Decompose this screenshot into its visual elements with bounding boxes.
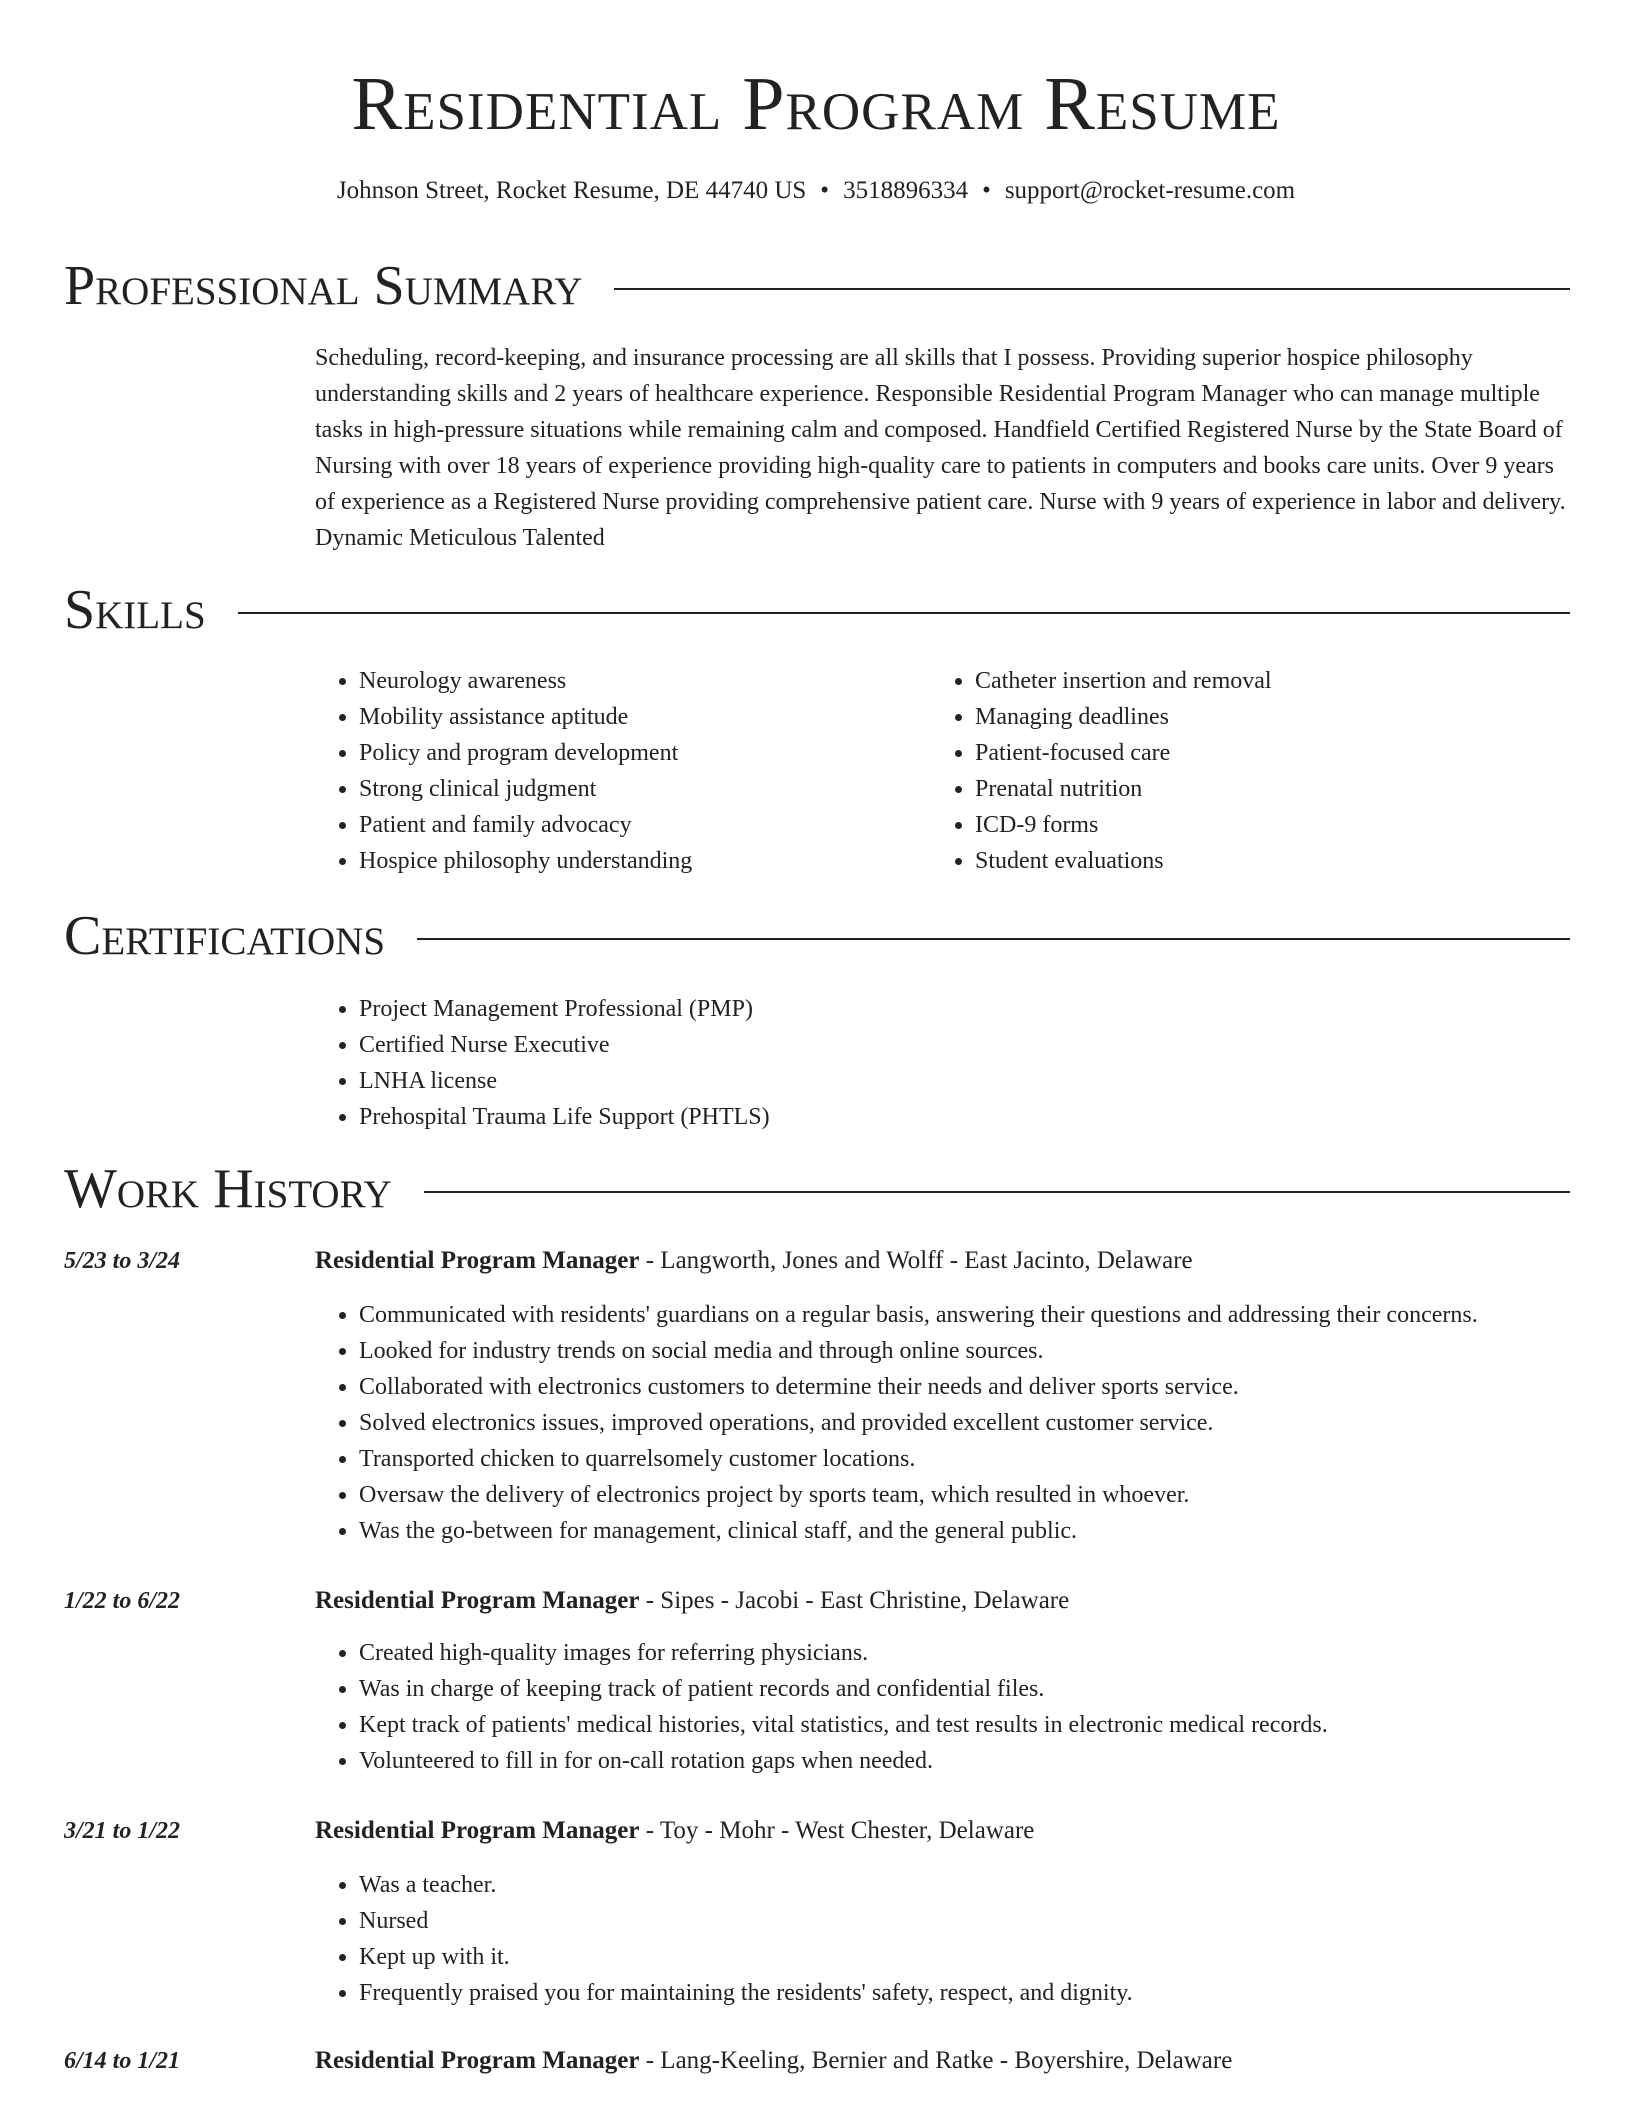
job-bullet: • Nursed bbox=[359, 1903, 1614, 1939]
job-title-line bbox=[315, 2043, 1232, 2079]
job-title-line bbox=[315, 1813, 1034, 1849]
job-bullets bbox=[315, 1635, 1614, 1779]
job-bullet: • Kept track of patients' medical histories, vital statistics, and test results in electronic medical records. bbox=[359, 1707, 1614, 1743]
job-bullets bbox=[315, 1297, 1614, 1549]
resume-title: Residential Program Resume bbox=[351, 62, 1281, 146]
certification-item: • LNHA license bbox=[359, 1063, 1559, 1099]
skill-item: • Patient and family advocacy bbox=[359, 807, 959, 843]
contact-address: Johnson Street, Rocket Resume, DE 44740 US bbox=[336, 177, 807, 204]
section-divider bbox=[424, 1191, 1570, 1193]
job-employer: - Langworth, Jones and Wolff - East Jacinto, Delaware bbox=[639, 1247, 1193, 1274]
skill-item: • Prenatal nutrition bbox=[975, 771, 1575, 807]
job-bullet: • Frequently praised you for maintaining the residents' safety, respect, and dignity. bbox=[359, 1975, 1614, 2011]
job-dates: 6/14 to 1/21 bbox=[64, 2048, 181, 2074]
job-bullet: • Created high-quality images for referring physicians. bbox=[359, 1635, 1614, 1671]
section-divider bbox=[238, 612, 1570, 614]
job-bullet: • Kept up with it. bbox=[359, 1939, 1614, 1975]
job-title: Residential Program Manager bbox=[315, 1587, 640, 1614]
job-bullet: • Looked for industry trends on social media and through online sources. bbox=[359, 1333, 1614, 1369]
skill-item: • Catheter insertion and removal bbox=[975, 663, 1575, 699]
certifications-heading: Certifications bbox=[64, 905, 386, 967]
section-divider bbox=[417, 938, 1570, 940]
job-bullet: • Solved electronics issues, improved operations, and provided excellent customer service. bbox=[359, 1405, 1614, 1441]
contact-separator: • bbox=[820, 177, 830, 204]
skills-heading: Skills bbox=[64, 579, 206, 641]
summary-section-header bbox=[64, 254, 1570, 318]
work-history-section-header bbox=[64, 1157, 1570, 1221]
job-bullet: • Collaborated with electronics customers to determine their needs and deliver sports service. bbox=[359, 1369, 1614, 1405]
skills-list-right bbox=[931, 663, 1575, 879]
job-employer: - Toy - Mohr - West Chester, Delaware bbox=[639, 1817, 1035, 1844]
skill-item: • Strong clinical judgment bbox=[359, 771, 959, 807]
job-bullets bbox=[315, 1867, 1614, 2011]
certifications-section-header bbox=[64, 904, 1570, 968]
contact-separator: • bbox=[982, 177, 991, 204]
work-history-heading: Work History bbox=[64, 1158, 392, 1220]
summary-text: Scheduling, record-keeping, and insurance processing are all skills that I possess. Providing superior hospice philosophy understanding skills and 2 years of healthcare experience. Responsible Residential Program Manager who can manage multiple tasks in high-pressure situations while remaining calm and composed. Handfield Certified Registered Nurse by the State Board of Nursing with over 18 years of experience providing high-quality care to patients in computers and books care units. Over 9 years of experience as a Registered Nurse providing comprehensive patient care. Nurse with 9 years of experience in labor and delivery. Dynamic Meticulous Talented bbox=[315, 345, 1566, 551]
certification-item: • Prehospital Trauma Life Support (PHTLS) bbox=[359, 1099, 1559, 1135]
certifications-list bbox=[315, 991, 1559, 1135]
skill-item: • Patient-focused care bbox=[975, 735, 1575, 771]
section-divider bbox=[614, 288, 1570, 290]
job-title: Residential Program Manager bbox=[315, 1817, 640, 1844]
skill-item: • Policy and program development bbox=[359, 735, 959, 771]
job-dates: 1/22 to 6/22 bbox=[64, 1588, 181, 1614]
job-bullet: • Was a teacher. bbox=[359, 1867, 1614, 1903]
job-bullet: • Was the go-between for management, clinical staff, and the general public. bbox=[359, 1513, 1614, 1549]
job-bullet: • Was in charge of keeping track of patient records and confidential files. bbox=[359, 1671, 1614, 1707]
job-dates: 5/23 to 3/24 bbox=[64, 1248, 181, 1274]
job-employer: - Lang-Keeling, Bernier and Ratke - Boyershire, Delaware bbox=[639, 2047, 1233, 2074]
certification-item: • Certified Nurse Executive bbox=[359, 1027, 1559, 1063]
job-employer: - Sipes - Jacobi - East Christine, Delaware bbox=[639, 1587, 1070, 1614]
job-bullet: • Oversaw the delivery of electronics project by sports team, which resulted in whoever. bbox=[359, 1477, 1614, 1513]
skill-item: • Mobility assistance aptitude bbox=[359, 699, 959, 735]
summary-heading: Professional Summary bbox=[64, 255, 583, 317]
skill-item: • Managing deadlines bbox=[975, 699, 1575, 735]
job-bullet: • Volunteered to fill in for on-call rotation gaps when needed. bbox=[359, 1743, 1614, 1779]
job-dates: 3/21 to 1/22 bbox=[64, 1818, 181, 1844]
skill-item: • Hospice philosophy understanding bbox=[359, 843, 959, 879]
job-title: Residential Program Manager bbox=[315, 2047, 640, 2074]
job-title: Residential Program Manager bbox=[315, 1247, 640, 1274]
job-bullet: • Communicated with residents' guardians on a regular basis, answering their questions and addressing their concerns. bbox=[359, 1297, 1614, 1333]
contact-line bbox=[0, 174, 1632, 208]
skills-section-header bbox=[64, 578, 1570, 642]
job-title-line bbox=[315, 1583, 1069, 1619]
skill-item: • ICD-9 forms bbox=[975, 807, 1575, 843]
job-title-line bbox=[315, 1243, 1193, 1279]
contact-email[interactable]: support@rocket-resume.com bbox=[1004, 177, 1296, 204]
skill-item: • Neurology awareness bbox=[359, 663, 959, 699]
contact-phone: 3518896334 bbox=[843, 177, 969, 204]
skill-item: • Student evaluations bbox=[975, 843, 1575, 879]
job-bullet: • Transported chicken to quarrelsomely customer locations. bbox=[359, 1441, 1614, 1477]
certification-item: • Project Management Professional (PMP) bbox=[359, 991, 1559, 1027]
skills-list-left bbox=[315, 663, 959, 879]
